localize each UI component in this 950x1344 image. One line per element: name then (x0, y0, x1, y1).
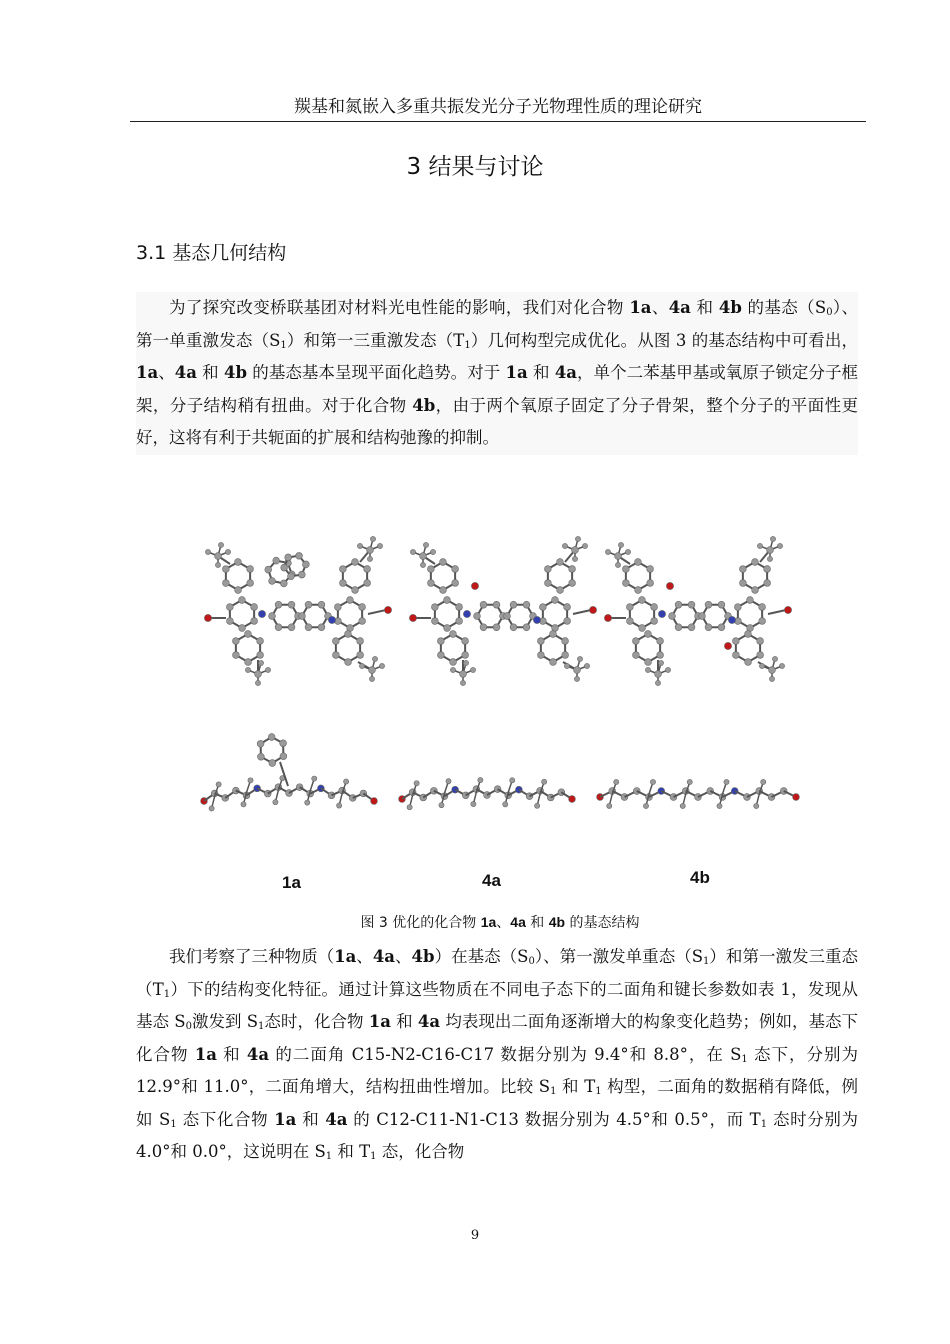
chapter-title: 3 结果与讨论 (406, 154, 544, 180)
label-1a: 1a (282, 873, 301, 892)
section-title: 3.1 基态几何结构 (136, 242, 287, 264)
figure-caption: 图 3 优化的化合物 1a、4a 和 4b 的基态结构 (360, 914, 640, 931)
label-4b: 4b (690, 868, 710, 887)
paragraph-1: 为了探究改变桥联基团对材料光电性能的影响，我们对化合物 1a、4a 和 4b 的基态$(S_0)$、第一单重激发态$(S_1)$和第一三重激发态$(T_1)$几何构型完成优化。从图 3 的基态结构中可看出，1a、4a 和 4b 的基态基本呈现平面化趋势。对于 1a 和 4a，单个二苯基甲基或氧原子锁定分子框架，分子结构稍有扭曲。对于化合物 4b，由于两个氧原子固定了分子骨架，整个分子的平面性更好，这将有利于共轭面的扩展和结构弛豫的抑制。 (136, 292, 858, 455)
figure-3 (190, 528, 810, 898)
running-header: 羰基和氮嵌入多重共振发光分子光物理性质的理论研究 (130, 92, 866, 122)
label-4a: 4a (482, 871, 501, 890)
paragraph-2: 我们考察了三种物质（1a、4a、4b）在基态$(S_0)$、第一激发单重态$(S_1)$和第一激发三重态$(T_1)$下的结构变化特征。通过计算这些物质在不同电子态下的二面角和键长参数如表 1，发现从基态 $S_0$激发到 $S_1$态时，化合物 1a 和 4a 均表现出二面角逐渐增大的构象变化趋势；例如，基态下化合物 1a 和 4a 的二面角 C15-N2-C16-C17 数据分别为 9.4°和 8.8°，在 $S_1$ 态下，分别为 12.9°和 11.0°，二面角增大，结构扭曲性增加。比较 $S_1$ 和 $T_1$ 构型，二面角的数据稍有降低，例如 $S_1$ 态下化合物 1a 和 4a 的 C12-C11-N1-C13 数据分别为 4.5°和 0.5°，而 $T_1$ 态时分别为 4.0°和 0.0°，这说明在 $S_1$ 和 $T_1$ 态，化合物 (136, 947, 859, 1162)
page-number: 9 (470, 1228, 480, 1243)
molecule-structures (190, 528, 810, 898)
